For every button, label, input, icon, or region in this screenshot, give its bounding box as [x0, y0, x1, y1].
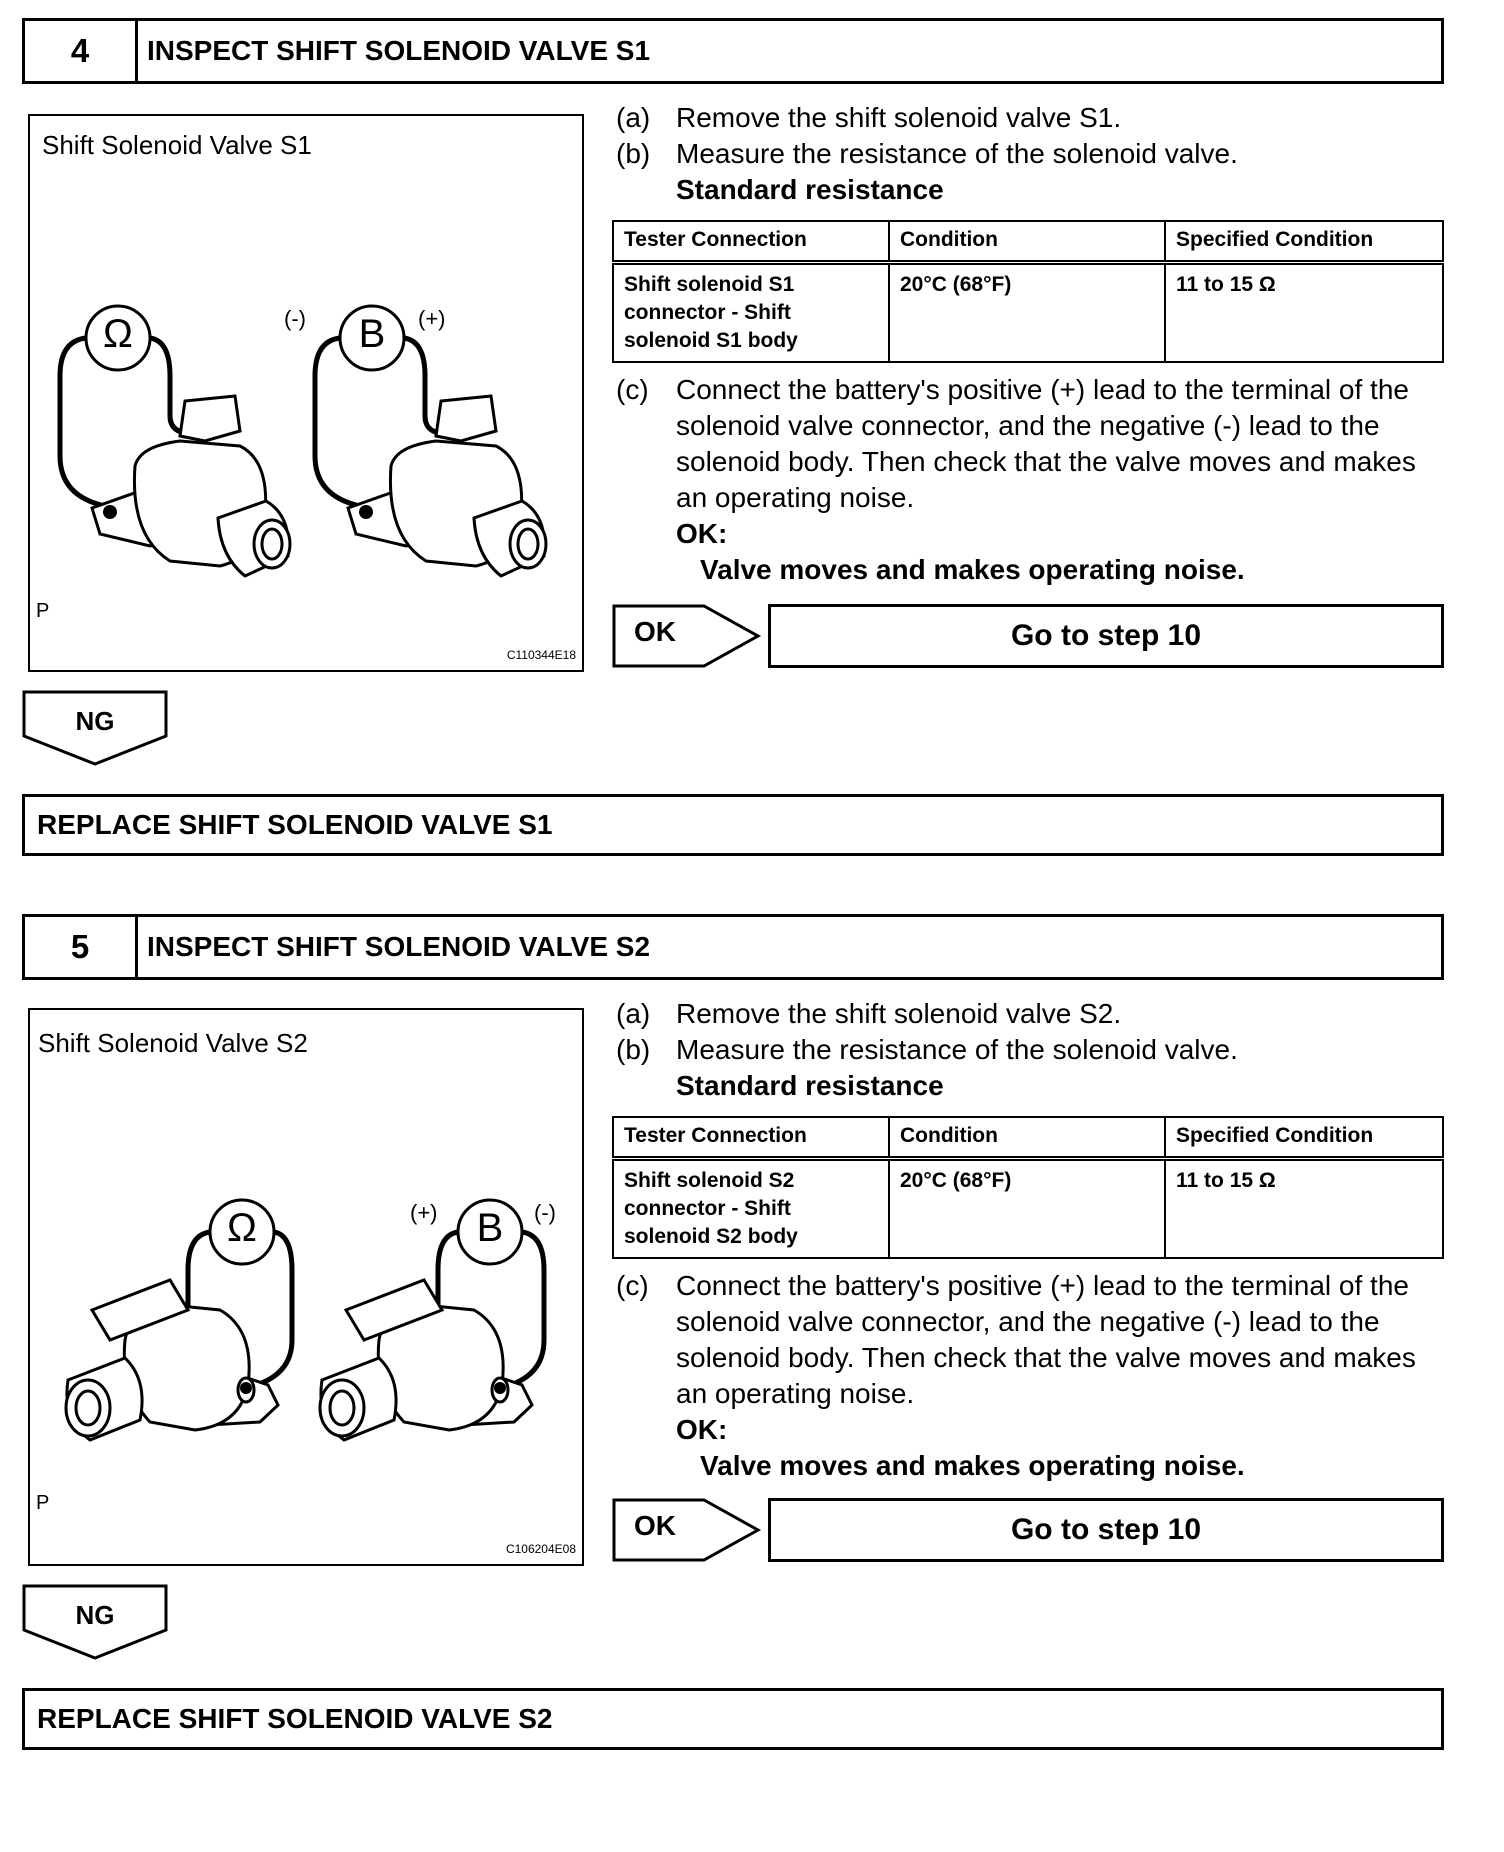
table-cell: 11 to 15 Ω [1165, 1159, 1443, 1259]
right-polarity: (-) [534, 1200, 556, 1225]
figure-s1 [28, 114, 584, 672]
ok-label: OK: [676, 1414, 728, 1445]
standard-heading: Standard resistance [676, 174, 944, 205]
instruction-text: Measure the resistance of the solenoid valve. [676, 1034, 1238, 1065]
figure-caption: Shift Solenoid Valve S1 [42, 130, 312, 160]
ok-label: OK: [676, 518, 728, 549]
figure-s2 [28, 1008, 584, 1566]
ok-row [612, 1498, 1444, 1562]
table-row [613, 263, 1443, 363]
instruction-text: Remove the shift solenoid valve S2. [676, 998, 1122, 1029]
replace-action: REPLACE SHIFT SOLENOID VALVE S2 [22, 1688, 1444, 1750]
step-title: INSPECT SHIFT SOLENOID VALVE S2 [147, 931, 651, 962]
ohm-symbol: Ω [227, 1206, 257, 1250]
instruction-label: (b) [616, 1034, 651, 1065]
table-header: Tester Connection [613, 221, 889, 263]
table-cell: 20°C (68°F) [889, 1159, 1165, 1259]
table-header: Condition [889, 1117, 1165, 1159]
instruction-label: (c) [616, 374, 649, 405]
ok-arrow-label: OK [634, 1510, 676, 1541]
instruction-label: (a) [616, 998, 651, 1029]
battery-symbol: B [476, 1206, 504, 1250]
instruction-label: (b) [616, 138, 651, 169]
p-mark: P [36, 600, 50, 622]
standard-heading: Standard resistance [676, 1070, 944, 1101]
ng-label: NG [75, 1600, 115, 1630]
left-polarity: (+) [410, 1200, 438, 1225]
figure-caption: Shift Solenoid Valve S2 [38, 1028, 308, 1058]
instruction-label: (a) [616, 102, 651, 133]
solenoid-s1-illustration [30, 116, 582, 670]
ng-label: NG [75, 706, 115, 736]
ng-arrow [22, 690, 168, 766]
solenoid-s2-illustration [30, 1010, 582, 1564]
table-cell: 20°C (68°F) [889, 263, 1165, 363]
goto-step-link[interactable]: Go to step 10 [768, 1498, 1444, 1562]
table-cell: Shift solenoid S2 connector - Shift solenoid S2 body [613, 1159, 889, 1259]
ohm-symbol: Ω [103, 312, 133, 356]
table-header: Specified Condition [1165, 1117, 1443, 1159]
table-header: Specified Condition [1165, 221, 1443, 263]
ok-row [612, 604, 1444, 668]
resistance-table [612, 1116, 1444, 1259]
instruction-text: Remove the shift solenoid valve S1. [676, 102, 1122, 133]
p-mark: P [36, 1492, 50, 1514]
table-cell: Shift solenoid S1 connector - Shift solenoid S1 body [613, 263, 889, 363]
table-header: Tester Connection [613, 1117, 889, 1159]
step-number: 4 [25, 21, 138, 81]
figure-id: C110344E18 [506, 648, 576, 662]
table-header-row [613, 1117, 1443, 1159]
replace-action: REPLACE SHIFT SOLENOID VALVE S1 [22, 794, 1444, 856]
table-header-row [613, 221, 1443, 263]
battery-symbol: B [358, 312, 386, 356]
step-title: INSPECT SHIFT SOLENOID VALVE S1 [147, 35, 651, 66]
resistance-table [612, 220, 1444, 363]
ok-result: Valve moves and makes operating noise. [700, 1450, 1245, 1481]
ok-result: Valve moves and makes operating noise. [700, 554, 1245, 585]
instruction-text: Connect the battery's positive (+) lead to the terminal of the solenoid valve connector, and the negative (-) lead to the solenoid body. Then check that the valve moves and makes an operating noise. [676, 1270, 1416, 1409]
goto-step-link[interactable]: Go to step 10 [768, 604, 1444, 668]
instruction-label: (c) [616, 1270, 649, 1301]
table-cell: 11 to 15 Ω [1165, 263, 1443, 363]
instruction-text: Measure the resistance of the solenoid valve. [676, 138, 1238, 169]
step-number: 5 [25, 917, 138, 977]
ok-arrow-label: OK [634, 616, 676, 647]
right-polarity: (+) [418, 306, 446, 331]
step-4-header [22, 18, 1444, 84]
table-header: Condition [889, 221, 1165, 263]
step-5-header [22, 914, 1444, 980]
left-polarity: (-) [284, 306, 306, 331]
table-row [613, 1159, 1443, 1259]
ng-arrow [22, 1584, 168, 1660]
instruction-text: Connect the battery's positive (+) lead to the terminal of the solenoid valve connector, and the negative (-) lead to the solenoid body. Then check that the valve moves and makes an operating noise. [676, 374, 1416, 513]
figure-id: C106204E08 [505, 1542, 576, 1556]
